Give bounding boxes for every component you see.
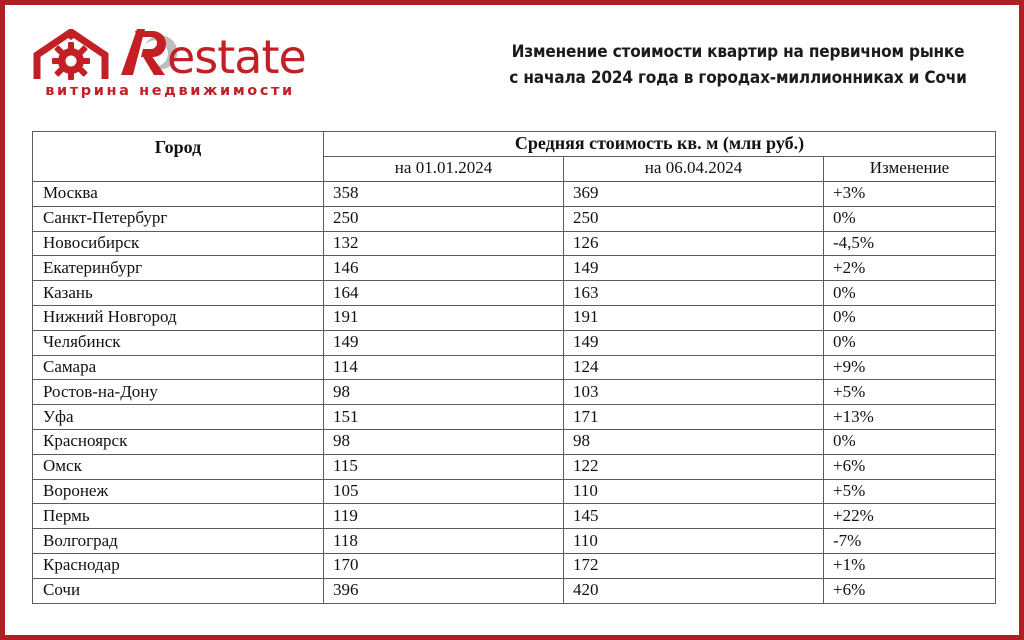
cell-city: Самара: [33, 355, 324, 380]
cell-price-apr: 103: [564, 380, 824, 405]
cell-price-apr: 149: [564, 256, 824, 281]
cell-change: +5%: [824, 479, 996, 504]
page-title-line-1: Изменение стоимости квартир на первичном рынке: [511, 42, 965, 61]
cell-price-apr: 149: [564, 330, 824, 355]
cell-price-jan: 98: [324, 429, 564, 454]
cell-price-jan: 164: [324, 281, 564, 306]
cell-price-jan: 358: [324, 182, 564, 207]
cell-city: Пермь: [33, 504, 324, 529]
table-row: [33, 578, 996, 603]
column-header-apr-2024: на 06.04.2024: [564, 157, 824, 182]
column-header-change: Изменение: [824, 157, 996, 182]
table-row: [33, 553, 996, 578]
cell-change: -7%: [824, 529, 996, 554]
brand-logo[interactable]: [27, 25, 305, 113]
cell-price-jan: 146: [324, 256, 564, 281]
cell-change: 0%: [824, 305, 996, 330]
cell-city: Омск: [33, 454, 324, 479]
cell-city: Ростов-на-Дону: [33, 380, 324, 405]
cell-city: Краснодар: [33, 553, 324, 578]
cell-price-apr: 191: [564, 305, 824, 330]
logo-wordmark: [115, 23, 305, 83]
table-row: [33, 231, 996, 256]
column-header-jan-2024: на 01.01.2024: [324, 157, 564, 182]
cell-price-apr: 172: [564, 553, 824, 578]
table-row: [33, 504, 996, 529]
cell-city: Казань: [33, 281, 324, 306]
table-row: [33, 454, 996, 479]
cell-change: +6%: [824, 578, 996, 603]
logo-top-row: [27, 25, 305, 83]
table-row: [33, 206, 996, 231]
table-row: [33, 305, 996, 330]
cell-city: Нижний Новгород: [33, 305, 324, 330]
cell-price-apr: 369: [564, 182, 824, 207]
cell-change: -4,5%: [824, 231, 996, 256]
price-table: [32, 131, 996, 604]
cell-price-apr: 420: [564, 578, 824, 603]
table-head: [33, 132, 996, 182]
cell-price-apr: 124: [564, 355, 824, 380]
table-row: [33, 529, 996, 554]
cell-change: +2%: [824, 256, 996, 281]
page-header: [5, 5, 1019, 123]
table-row: [33, 380, 996, 405]
cell-change: +22%: [824, 504, 996, 529]
cell-city: Санкт-Петербург: [33, 206, 324, 231]
cell-city: Москва: [33, 182, 324, 207]
cell-price-apr: 98: [564, 429, 824, 454]
cell-price-apr: 110: [564, 479, 824, 504]
cell-change: 0%: [824, 206, 996, 231]
cell-price-apr: 126: [564, 231, 824, 256]
cell-city: Челябинск: [33, 330, 324, 355]
table-row: [33, 355, 996, 380]
cell-price-apr: 122: [564, 454, 824, 479]
cell-change: +6%: [824, 454, 996, 479]
page-title: [473, 39, 1003, 91]
svg-text:estate: estate: [167, 30, 305, 83]
table-row: [33, 429, 996, 454]
cell-price-jan: 118: [324, 529, 564, 554]
cell-change: +13%: [824, 405, 996, 430]
table-body: [33, 182, 996, 604]
cell-price-apr: 250: [564, 206, 824, 231]
cell-change: +9%: [824, 355, 996, 380]
cell-price-jan: 250: [324, 206, 564, 231]
cell-price-apr: 163: [564, 281, 824, 306]
cell-change: 0%: [824, 429, 996, 454]
cell-change: +1%: [824, 553, 996, 578]
cell-price-jan: 105: [324, 479, 564, 504]
cell-price-jan: 115: [324, 454, 564, 479]
cell-city: Красноярск: [33, 429, 324, 454]
cell-price-apr: 171: [564, 405, 824, 430]
cell-price-jan: 119: [324, 504, 564, 529]
page-content: [5, 5, 1019, 635]
cell-city: Сочи: [33, 578, 324, 603]
cell-change: 0%: [824, 281, 996, 306]
cell-city: Уфа: [33, 405, 324, 430]
column-header-group-average-price: Средняя стоимость кв. м (млн руб.): [324, 132, 996, 157]
cell-change: +3%: [824, 182, 996, 207]
table-row: [33, 330, 996, 355]
cell-price-apr: 145: [564, 504, 824, 529]
cell-city: Новосибирск: [33, 231, 324, 256]
price-table-container: [32, 131, 995, 604]
table-row: [33, 281, 996, 306]
cell-price-jan: 132: [324, 231, 564, 256]
table-row: [33, 479, 996, 504]
table-header-row-1: [33, 132, 996, 157]
cell-city: Воронеж: [33, 479, 324, 504]
cell-change: +5%: [824, 380, 996, 405]
cell-price-jan: 191: [324, 305, 564, 330]
cell-city: Волгоград: [33, 529, 324, 554]
table-row: [33, 256, 996, 281]
column-header-city: Город: [33, 132, 324, 182]
cell-change: 0%: [824, 330, 996, 355]
cell-city: Екатеринбург: [33, 256, 324, 281]
logo-tagline: витрина недвижимости: [45, 83, 295, 99]
cell-price-jan: 98: [324, 380, 564, 405]
cell-price-jan: 151: [324, 405, 564, 430]
cell-price-jan: 396: [324, 578, 564, 603]
table-row: [33, 182, 996, 207]
table-row: [33, 405, 996, 430]
cell-price-jan: 149: [324, 330, 564, 355]
house-gear-icon: [31, 29, 115, 81]
cell-price-jan: 170: [324, 553, 564, 578]
cell-price-apr: 110: [564, 529, 824, 554]
cell-price-jan: 114: [324, 355, 564, 380]
page-title-line-2: с начала 2024 года в городах-миллионниках и Сочи: [509, 68, 967, 87]
